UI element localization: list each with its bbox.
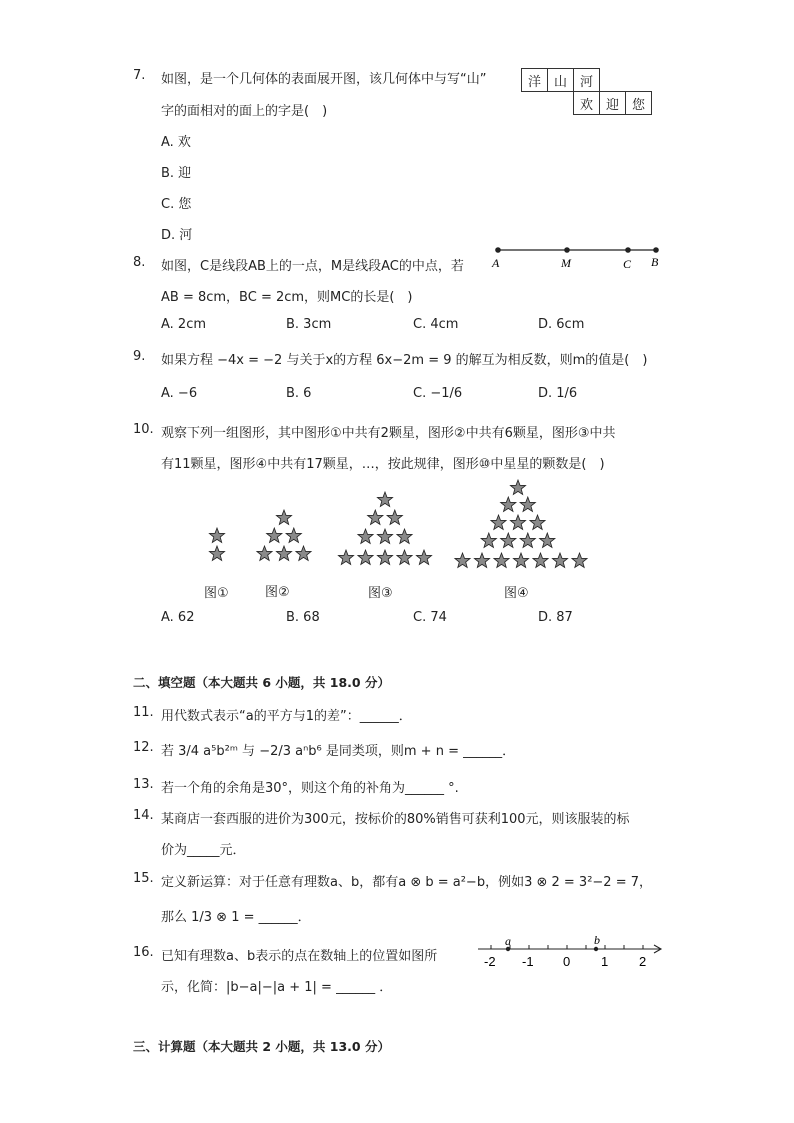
net-cell: 山 — [548, 69, 574, 92]
net-cell: 您 — [626, 92, 652, 115]
tick-label: -2 — [484, 954, 496, 969]
q15-stem-line2: 那么 1/3 ⊗ 1 = ______． — [161, 910, 311, 925]
q9-option-c: C. −1/6 — [413, 386, 463, 401]
q7-stem-line2: 字的面相对的面上的字是( ) — [161, 104, 328, 119]
q13-stem: 若一个角的余角是30°，则这个角的补角为______ °. — [161, 781, 459, 796]
q9-stem: 如果方程 −4x = −2 与关于x的方程 6x−2m = 9 的解互为相反数，则m的值是( ) — [161, 353, 648, 368]
fig-label-4: 图④ — [504, 586, 529, 601]
q8-option-c: C. 4cm — [413, 317, 459, 332]
q13-number: 13. — [133, 777, 154, 792]
tick-label: -1 — [522, 954, 534, 969]
q7-option-c: C. 您 — [161, 197, 192, 212]
tick-label: 0 — [563, 954, 571, 969]
point-label-m: M — [561, 256, 571, 270]
q12-stem: 若 3/4 a⁵b²ᵐ 与 −2/3 aⁿb⁶ 是同类项，则m + n = ______． — [161, 744, 516, 759]
q9-option-a: A. −6 — [161, 386, 198, 401]
q10-option-d: D. 87 — [538, 610, 573, 625]
section-heading-calculation: 三、计算题（本大题共 2 小题，共 13.0 分） — [133, 1039, 390, 1054]
q10-number: 10. — [133, 422, 154, 437]
q7-number: 7. — [133, 68, 146, 83]
fig-label-3: 图③ — [368, 586, 393, 601]
net-cell: 河 — [574, 69, 600, 92]
q16-stem-line1: 已知有理数a、b表示的点在数轴上的位置如图所 — [161, 949, 438, 964]
point-a-label: a — [505, 934, 511, 948]
q10-option-c: C. 74 — [413, 610, 447, 625]
q14-number: 14. — [133, 808, 154, 823]
q7-option-d: D. 河 — [161, 228, 193, 243]
q14-stem-line2: 价为_____元． — [161, 843, 246, 858]
q7-option-b: B. 迎 — [161, 166, 192, 181]
q8-option-b: B. 3cm — [286, 317, 332, 332]
q9-option-d: D. 1/6 — [538, 386, 578, 401]
q10-option-a: A. 62 — [161, 610, 195, 625]
point-label-c: C — [623, 257, 632, 271]
fig-label-1: 图① — [204, 586, 229, 601]
q10-stem-line2: 有11颗星，图形④中共有17颗星，…，按此规律，图形⑩中星星的颗数是( ) — [161, 457, 605, 472]
q8-stem-line1: 如图，C是线段AB上的一点，M是线段AC的中点，若 — [161, 259, 464, 274]
section-heading-fill-in: 二、填空题（本大题共 6 小题，共 18.0 分） — [133, 675, 390, 690]
point-b-label: b — [594, 933, 600, 947]
q9-number: 9. — [133, 349, 146, 364]
q10-stem-line1: 观察下列一组图形，其中图形①中共有2颗星，图形②中共有6颗星，图形③中共 — [161, 426, 616, 441]
q10-option-b: B. 68 — [286, 610, 320, 625]
tick-label: 2 — [639, 954, 647, 969]
net-cell: 欢 — [574, 92, 600, 115]
q14-stem-line1: 某商店一套西服的进价为300元，按标价的80%销售可获利100元，则该服装的标 — [161, 812, 630, 827]
q8-option-d: D. 6cm — [538, 317, 585, 332]
q15-stem-line1: 定义新运算：对于任意有理数a、b，都有a ⊗ b = a²−b，例如3 ⊗ 2 = 3²−2 = 7， — [161, 875, 653, 890]
q7-option-a: A. 欢 — [161, 135, 191, 150]
q9-option-b: B. 6 — [286, 386, 312, 401]
q16-stem-line2: 示，化简：|b−a|−|a + 1| = ______ ． — [161, 980, 393, 995]
q16-number: 16. — [133, 945, 154, 960]
net-cell: 迎 — [600, 92, 626, 115]
q8-number: 8. — [133, 255, 146, 270]
point-label-a: A — [492, 256, 500, 270]
q11-number: 11. — [133, 705, 154, 720]
q11-stem: 用代数式表示“a的平方与1的差”：______． — [161, 709, 412, 724]
tick-label: 1 — [601, 954, 609, 969]
q8-stem-line2: AB = 8cm，BC = 2cm，则MC的长是( ) — [161, 290, 413, 305]
point-label-b: B — [651, 255, 659, 269]
q12-number: 12. — [133, 740, 154, 755]
fig-label-2: 图② — [265, 585, 290, 600]
q7-stem-line1: 如图，是一个几何体的表面展开图，该几何体中与写“山” — [161, 72, 487, 87]
q8-option-a: A. 2cm — [161, 317, 207, 332]
q15-number: 15. — [133, 871, 154, 886]
net-cell: 洋 — [522, 69, 548, 92]
